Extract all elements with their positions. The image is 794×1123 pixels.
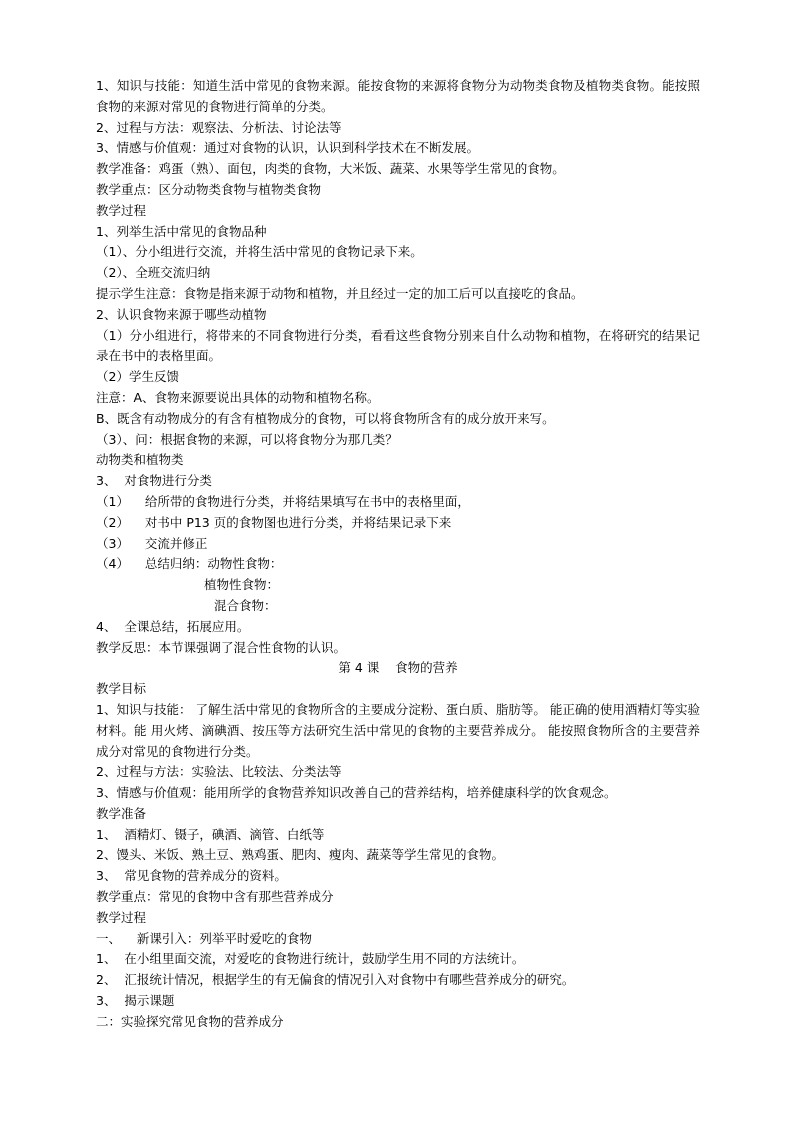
teaching-reflection: 教学反思：本节课强调了混合性食物的认识。 bbox=[96, 639, 347, 655]
section-heading-objectives: 教学目标 bbox=[96, 681, 147, 697]
preparation-item-1: 1、 酒精灯、镊子，碘酒、滴管、白纸等 bbox=[96, 826, 325, 842]
step-3-item-3: （3） 交流并修正 bbox=[96, 535, 208, 551]
teaching-preparation: 教学准备：鸡蛋（熟）、面包，肉类的食物，大米饭、蔬菜、水果等学生常见的食物。 bbox=[96, 161, 565, 177]
step-3-heading: 3、 对食物进行分类 bbox=[96, 473, 212, 489]
lesson-4-objective-emotion: 3、情感与价值观：能用所学的食物营养知识改善自己的营养结构，培养健康科学的饮食观念。 bbox=[96, 785, 617, 801]
step-3-item-2: （2） 对书中 P13 页的食物图也进行分类，并将结果记录下来 bbox=[96, 514, 452, 530]
part-1-item-3: 3、 揭示课题 bbox=[96, 993, 175, 1009]
objective-process: 2、过程与方法：观察法、分析法、讨论法等 bbox=[96, 119, 342, 135]
step-4-heading: 4、 全课总结，拓展应用。 bbox=[96, 618, 250, 634]
part-2-heading: 二：实验探究常见食物的营养成分 bbox=[96, 1013, 284, 1029]
section-heading-process-2: 教学过程 bbox=[96, 909, 147, 925]
section-heading-preparation: 教学准备 bbox=[96, 805, 147, 821]
step-3-item-1: （1） 给所带的食物进行分类，并将结果填写在书中的表格里面， bbox=[96, 493, 470, 509]
step-3-item-4: （4） 总结归纳：动物性食物： bbox=[96, 556, 283, 572]
document-page bbox=[96, 76, 700, 1033]
preparation-item-3: 3、 常见食物的营养成分的资料。 bbox=[96, 868, 287, 884]
objective-emotion: 3、情感与价值观：通过对食物的认识，认识到科学技术在不断发展。 bbox=[96, 140, 479, 156]
step-2-item-3: （3）、问：根据食物的来源，可以将食物分为那几类？ bbox=[96, 431, 398, 447]
step-2-item-1: （1）分小组进行，将带来的不同食物进行分类，看看这些食物分别来自什么动物和植物，在将研究的结果记录在书中的表格里面。 bbox=[96, 327, 700, 364]
step-1-heading: 1、列举生活中常见的食物品种 bbox=[96, 223, 267, 239]
answer-categories: 动物类和植物类 bbox=[96, 452, 184, 468]
lesson-4-title: 第 4 课 食物的营养 bbox=[338, 660, 458, 676]
part-1-heading: 一、 新课引入：列举平时爱吃的食物 bbox=[96, 930, 312, 946]
lesson-4-objective-process: 2、过程与方法：实验法、比较法、分类法等 bbox=[96, 764, 342, 780]
summary-mixed-food: 混合食物： bbox=[214, 597, 277, 613]
reminder-note: 提示学生注意：食物是指来源于动物和植物，并且经过一定的加工后可以直接吃的食品。 bbox=[96, 285, 584, 301]
note-a: 注意：A、食物来源要说出具体的动物和植物名称。 bbox=[96, 389, 380, 405]
objective-knowledge: 1、知识与技能：知道生活中常见的食物来源。能按食物的来源将食物分为动物类食物及植物类食物。能按照食物的来源对常见的食物进行简单的分类。 bbox=[96, 78, 700, 114]
part-1-item-1: 1、 在小组里面交流，对爱吃的食物进行统计，鼓励学生用不同的方法统计。 bbox=[96, 951, 525, 967]
section-heading-process: 教学过程 bbox=[96, 202, 147, 218]
step-1-item-1: （1）、分小组进行交流，并将生活中常见的食物记录下来。 bbox=[96, 244, 423, 260]
step-1-item-2: （2）、全班交流归纳 bbox=[96, 265, 211, 281]
lesson-4-teaching-focus: 教学重点：常见的食物中含有那些营养成分 bbox=[96, 889, 334, 905]
note-b: B、既含有动物成分的有含有植物成分的食物，可以将食物所含有的成分放开来写。 bbox=[96, 410, 555, 426]
lesson-4-objective-knowledge: 1、知识与技能： 了解生活中常见的食物所含的主要成分淀粉、蛋白质、脂肪等。 能正确的使用酒精灯等实验材料。能 用火烤、滴碘酒、按压等方法研究生活中常见的食物的主要营养成分。 能按照食物所含的主要营养成分对常见的食物进行分类。 bbox=[96, 701, 700, 759]
step-2-item-2: （2）学生反馈 bbox=[96, 369, 179, 385]
preparation-item-2: 2、馒头、米饭、熟土豆、熟鸡蛋、肥肉、瘦肉、蔬菜等学生常见的食物。 bbox=[96, 847, 504, 863]
part-1-item-2: 2、 汇报统计情况，根据学生的有无偏食的情况引入对食物中有哪些营养成分的研究。 bbox=[96, 972, 575, 988]
step-2-heading: 2、认识食物来源于哪些动植物 bbox=[96, 306, 267, 322]
teaching-focus: 教学重点：区分动物类食物与植物类食物 bbox=[96, 181, 322, 197]
summary-plant-food: 植物性食物： bbox=[204, 577, 280, 593]
